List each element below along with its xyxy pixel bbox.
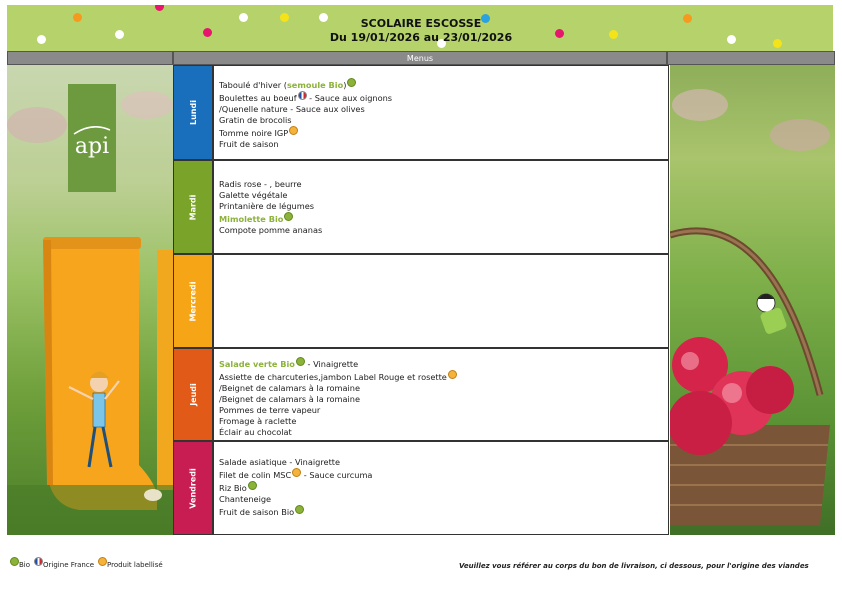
day-label-mardi: Mardi <box>173 160 213 254</box>
dish-name: Filet de colin MSC <box>219 470 292 480</box>
dish-name: Tomme noire IGP <box>219 128 289 138</box>
dish-name: Riz Bio <box>219 483 247 493</box>
photo-boots <box>7 65 173 535</box>
header-strip-right <box>667 51 835 65</box>
menu-item <box>219 470 663 481</box>
dish-name: Printanière de légumes <box>219 201 314 211</box>
menu-item <box>219 225 663 236</box>
bio-icon <box>10 557 19 566</box>
bio-icon <box>347 78 356 87</box>
dish-name: Radis rose - , beurre <box>219 179 302 189</box>
menu-cell-vendredi <box>213 441 669 535</box>
menu-dates: Du 19/01/2026 au 23/01/2026 <box>329 31 513 44</box>
menu-item <box>219 427 663 438</box>
dish-name: Éclair au chocolat <box>219 427 292 437</box>
menu-item <box>219 394 663 405</box>
dish-name: Taboulé d'hiver ( <box>219 80 287 90</box>
menu-title: SCOLAIRE ESCOSSE <box>360 17 482 30</box>
menu-item <box>219 93 663 104</box>
bio-icon <box>284 212 293 221</box>
menu-item <box>219 507 663 518</box>
label-icon <box>98 557 107 566</box>
menu-cell-mardi <box>213 160 669 254</box>
day-label-jeudi: Jeudi <box>173 348 213 441</box>
menu-item <box>219 383 663 394</box>
menu-item <box>219 201 663 212</box>
menus-header: Menus <box>173 51 667 65</box>
dish-name: Salade asiatique - Vinaigrette <box>219 457 341 467</box>
day-label-vendredi: Vendredi <box>173 441 213 535</box>
dish-name: Fruit de saison Bio <box>219 507 295 517</box>
bio-dish-name: semoule Bio <box>286 80 344 90</box>
legend-france: Origine France <box>43 560 94 569</box>
menu-cell-lundi <box>213 65 669 160</box>
header-strip-left <box>7 51 173 65</box>
label-icon <box>292 468 301 477</box>
bio-dish-name: Mimolette Bio <box>219 214 284 224</box>
dish-accompaniment: - Sauce curcuma <box>301 470 373 480</box>
logo-text: api <box>74 134 110 159</box>
photo-apples <box>670 65 835 535</box>
menu-item <box>219 494 663 505</box>
menu-item <box>219 115 663 126</box>
menu-item <box>219 139 663 150</box>
menu-item <box>219 104 663 115</box>
dish-name: ) <box>343 80 347 90</box>
menu-item <box>219 483 663 494</box>
dish-name: /Quenelle nature - Sauce aux olives <box>219 104 365 114</box>
dish-name: /Beignet de calamars à la romaine <box>219 383 361 393</box>
apples-illustration <box>670 65 835 535</box>
menu-cell-mercredi <box>213 254 669 348</box>
footer-note: Veuillez vous référer au corps du bon de livraison, ci dessous, pour l'origine des viandes <box>459 562 809 570</box>
menu-item <box>219 128 663 139</box>
day-label-lundi: Lundi <box>173 65 213 160</box>
france-flag-icon <box>298 91 307 100</box>
menu-item <box>219 179 663 190</box>
menu-item <box>219 80 663 91</box>
day-label-mercredi: Mercredi <box>173 254 213 348</box>
legend-label: Produit labellisé <box>107 560 163 569</box>
label-icon <box>448 370 457 379</box>
dish-name: Gratin de brocolis <box>219 115 292 125</box>
menu-item <box>219 405 663 416</box>
dish-name: Fruit de saison <box>219 139 279 149</box>
dish-name: Pommes de terre vapeur <box>219 405 321 415</box>
bio-icon <box>296 357 305 366</box>
bio-icon <box>295 505 304 514</box>
dish-name: Galette végétale <box>219 190 288 200</box>
dish-name: /Beignet de calamars à la romaine <box>219 394 361 404</box>
label-icon <box>289 126 298 135</box>
menu-item <box>219 190 663 201</box>
dish-name: Boulettes au boeuf <box>219 93 297 103</box>
boots-illustration <box>7 65 173 535</box>
menu-cell-jeudi <box>213 348 669 441</box>
menu-item <box>219 457 663 468</box>
dish-accompaniment: - Sauce aux oignons <box>306 93 393 103</box>
menu-item <box>219 359 663 370</box>
dish-accompaniment: - Vinaigrette <box>304 359 359 369</box>
dish-name: Fromage à raclette <box>219 416 297 426</box>
dish-name: Assiette de charcuteries,jambon Label Rouge et rosette <box>219 372 447 382</box>
dish-name: Compote pomme ananas <box>219 225 323 235</box>
dish-name: Chanteneige <box>219 494 272 504</box>
bio-icon <box>248 481 257 490</box>
menu-item <box>219 372 663 383</box>
legend <box>9 560 163 569</box>
menu-item <box>219 416 663 427</box>
france-flag-icon <box>34 557 43 566</box>
bio-dish-name: Salade verte Bio <box>219 359 295 369</box>
menu-item <box>219 214 663 225</box>
legend-bio: Bio <box>19 560 31 569</box>
